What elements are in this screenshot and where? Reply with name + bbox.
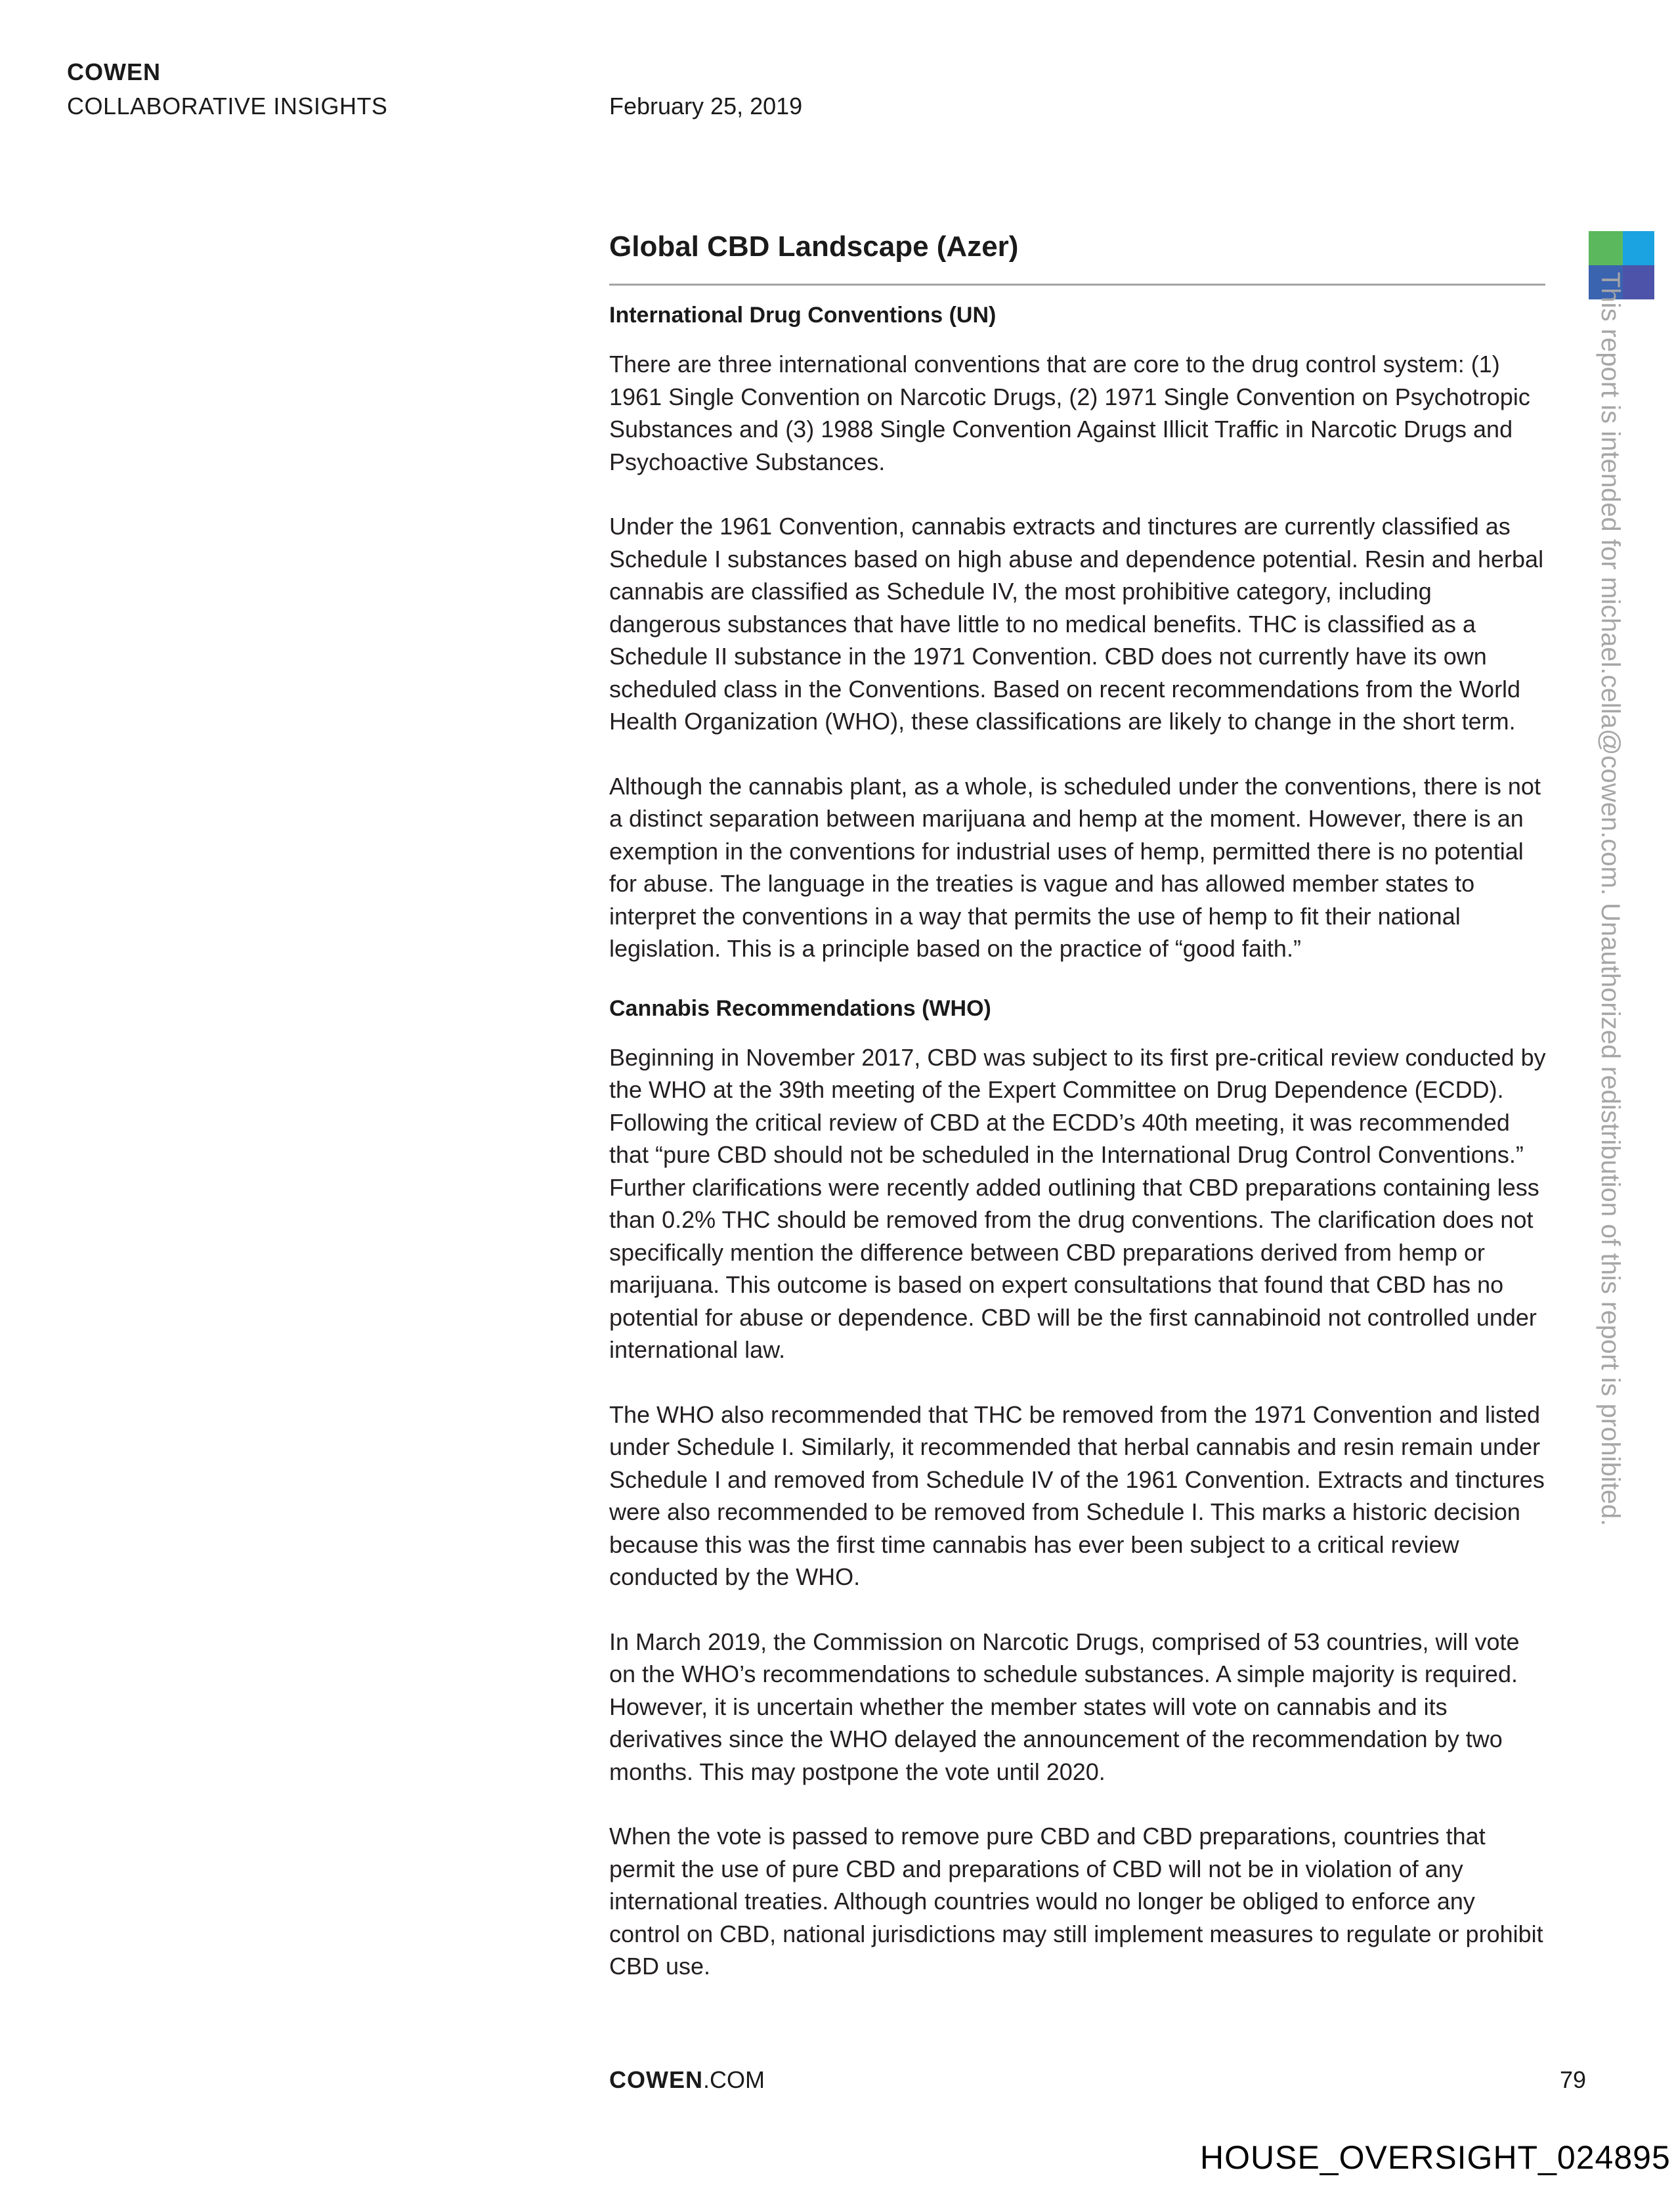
subheading-who-recommendations: Cannabis Recommendations (WHO)	[609, 995, 991, 1021]
redistribution-watermark: This report is intended for michael.cella@cowen.com. Unauthorized redistribution of this report is prohibited.	[1596, 272, 1625, 1527]
subheading-un-conventions: International Drug Conventions (UN)	[609, 303, 997, 328]
paragraph: Under the 1961 Convention, cannabis extracts and tinctures are currently classified as Schedule I substances based on high abuse and dependence potential. Resin and herbal cannabis are classified as Schedule IV, the most prohibitive category, including dangerous substances that have little to no medical benefits. THC is classified as a Schedule II substance in the 1971 Convention. CBD does not currently have its own scheduled class in the Conventions. Based on recent recommendations from the World Health Organization (WHO), these classifications are likely to change in the short term.	[609, 513, 1544, 735]
header-subtitle: COLLABORATIVE INSIGHTS	[67, 93, 388, 119]
footer-logo-suffix: .COM	[703, 2066, 765, 2093]
paragraph: Although the cannabis plant, as a whole, is scheduled under the conventions, there is not a distinct separation between marijuana and hemp at the moment. However, there is an exemption in the conventions for industrial uses of hemp, permitted there is no potential for abuse. The language in the treaties is vague and has allowed member states to interpret the conventions in a way that permits the use of hemp to fit their national legislation. This is a principle based on the practice of “good faith.”	[609, 772, 1541, 962]
report-body	[609, 301, 1549, 2015]
header-brand: COWEN	[67, 58, 161, 85]
footer-logo-bold: COWEN	[609, 2066, 703, 2093]
report-date: February 25, 2019	[609, 93, 803, 119]
page-number: 79	[1560, 2066, 1587, 2093]
title-divider	[609, 284, 1545, 286]
color-tab-green	[1589, 231, 1623, 265]
color-tab-cyan	[1623, 231, 1654, 265]
section-title: Global CBD Landscape (Azer)	[609, 230, 1019, 263]
footer-logo[interactable]	[609, 2066, 765, 2094]
paragraph: When the vote is passed to remove pure CBD and CBD preparations, countries that permit the use of pure CBD and preparations of CBD will not be in violation of any international treaties. Although countries would no longer be obliged to enforce any control on CBD, national jurisdictions may still implement measures to regulate or prohibit CBD use.	[609, 1823, 1543, 1980]
color-tab-indigo	[1623, 265, 1654, 299]
paragraph: In March 2019, the Commission on Narcotic Drugs, comprised of 53 countries, will vote on the WHO’s recommendations to schedule substances. A simple majority is required. However, it is uncertain whether the member states will vote on cannabis and its derivatives since the WHO delayed the announcement of the recommendation by two months. This may postpone the vote until 2020.	[609, 1628, 1520, 1785]
paragraph: There are three international conventions that are core to the drug control system: (1) 1961 Single Convention on Narcotic Drugs, (2) 1971 Single Convention on Psychotropic Substances and (3) 1988 Single Convention Against Illicit Traffic in Narcotic Drugs and Psychoactive Substances.	[609, 351, 1530, 475]
bates-number: HOUSE_OVERSIGHT_024895	[1200, 2139, 1671, 2176]
paragraph: The WHO also recommended that THC be removed from the 1971 Convention and listed under Schedule I. Similarly, it recommended that herbal cannabis and resin remain under Schedule I and removed from Schedule IV of the 1961 Convention. Extracts and tinctures were also recommended to be removed from Schedule I. This marks a historic decision because this was the first time cannabis has ever been subject to a critical review conducted by the WHO.	[609, 1400, 1545, 1590]
paragraph: Beginning in November 2017, CBD was subject to its first pre-critical review conducted by the WHO at the 39th meeting of the Expert Committee on Drug Dependence (ECDD). Following the critical review of CBD at the ECDD’s 40th meeting, it was recommended that “pure CBD should not be scheduled in the International Drug Control Conventions.” Further clarifications were recently added outlining that CBD preparations containing less than 0.2% THC should be removed from the drug conventions. The clarification does not specifically mention the difference between CBD preparations derived from hemp or marijuana. This outcome is based on expert consultations that found that CBD has no potential for abuse or dependence. CBD will be the first cannabinoid not controlled under international law.	[609, 1043, 1546, 1363]
